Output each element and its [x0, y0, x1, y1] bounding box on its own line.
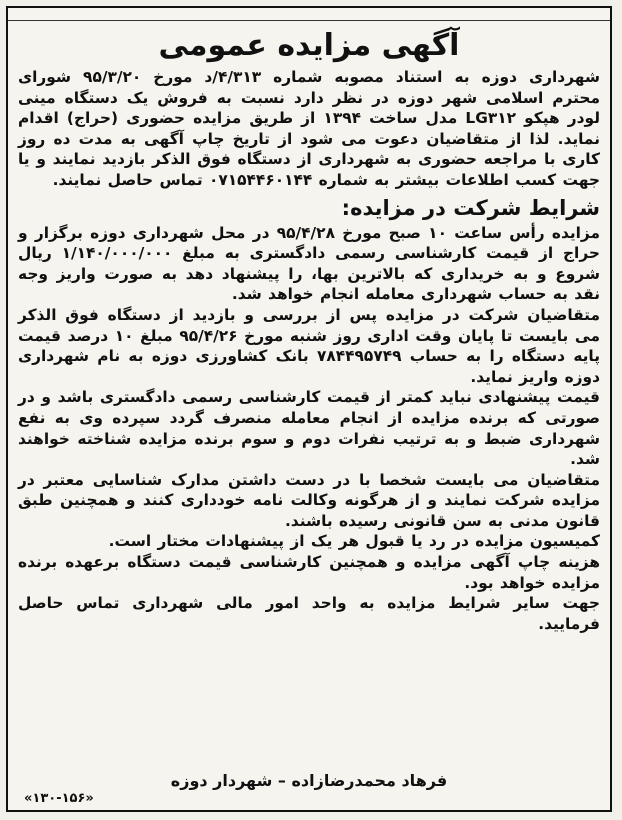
notice-code: «۱۳۰-۱۵۶» — [24, 791, 94, 806]
condition-1: مزایده رأس ساعت ۱۰ صبح مورخ ۹۵/۴/۲۸ در محل شهرداری دوزه برگزار و حراج از قیمت کارشناسی رسمی دادگستری به مبلغ ۱/۱۴۰/۰۰۰/۰۰۰ ریال شروع و به خریداری که بالاترین بها، را پیشنهاد دهد به صورت واریز وجه نقد به حساب شهرداری معامله انجام خواهد شد. — [18, 223, 601, 304]
condition-6: هزینه چاپ آگهی مزایده و همچنین کارشناسی قیمت دستگاه برعهده برنده مزایده خواهد بود. — [18, 553, 600, 592]
condition-5: کمیسیون مزایده در رد یا قبول هر یک از پیشنهادات مختار است. — [108, 532, 600, 551]
conditions-title: شرایط شرکت در مزایده: — [341, 195, 600, 220]
notice-frame — [6, 6, 612, 812]
intro-paragraph: شهرداری دوزه به استناد مصوبه شماره ۴/۳۱۳/د مورخ ۹۵/۳/۲۰ شورای محترم اسلامی شهر دوزه در نظر دارد نسبت به فروش یک دستگاه مینی لودر هپکو LG۳۱۲ مدل ساخت ۱۳۹۴ از طریق مزایده حضوری (حراج) اقدام نماید. لذا از متقاضیان دعوت می شود از تاریخ چاپ آگهی به مدت ده روز کاری با مراجعه حضوری به شهرداری از دستگاه فوق الذکر بازدید نمایند و یا جهت کسب اطلاعات بیشتر به شماره ۰۷۱۵۴۴۶۰۱۴۴ تماس حاصل نمایند. — [18, 68, 601, 189]
signature: فرهاد محمدرضازاده – شهردار دوزه — [170, 771, 448, 790]
condition-2: متقاضیان شرکت در مزایده پس از بررسی و بازدید از دستگاه فوق الذکر می بایست تا پایان وقت اداری روز شنبه مورخ ۹۵/۴/۲۶ مبلغ ۱۰ درصد قیمت پایه دستگاه را به حساب ۷۸۴۴۹۵۷۴۹ بانک کشاورزی دوزه به نام شهرداری دوزه واریز نماید. — [18, 305, 600, 386]
condition-3: قیمت پیشنهادی نباید کمتر از قیمت کارشناسی رسمی دادگستری باشد و در صورتی که برنده مزایده از انجام معامله منصرف گردد سپرده وی به نفع شهرداری ضبط و به ترتیب نفرات دوم و سوم برنده مزایده شناخته خواهند شد. — [18, 388, 600, 469]
condition-7: جهت سایر شرایط مزایده به واحد امور مالی شهرداری تماس حاصل فرمایید. — [18, 594, 600, 633]
condition-4: متقاضیان می بایست شخصا با در دست داشتن مدارک شناسایی معتبر در مزایده شرکت نمایند و از هرگونه وکالت نامه خودداری کنند و همچنین طبق قانون مدنی به سن قانونی رسیده باشند. — [18, 470, 600, 530]
top-strip — [8, 8, 610, 21]
notice-title: آگهی مزایده عمومی — [158, 28, 460, 63]
